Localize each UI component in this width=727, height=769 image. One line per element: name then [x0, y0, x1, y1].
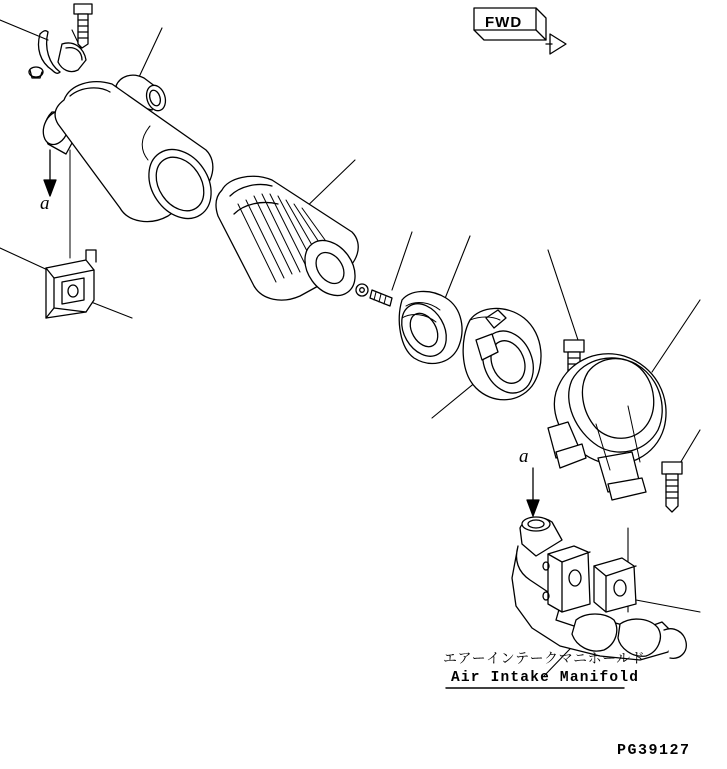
part-bracket-left: [46, 150, 96, 318]
part-air-cleaner-body: [39, 75, 224, 230]
caption-english: Air Intake Manifold: [451, 670, 640, 686]
part-intake-manifold: [512, 517, 686, 660]
part-wing-nut-screw: [356, 284, 392, 306]
part-bolt-right-lower: [662, 462, 682, 512]
part-hose-coupling: [393, 291, 462, 364]
part-bolt-upper-left: [74, 4, 92, 48]
callout-arrow-lower: [527, 468, 539, 516]
callout-a-lower: a: [519, 446, 529, 467]
caption-japanese: エアーインテークマニホールド: [443, 651, 646, 667]
part-cradle-bracket: [548, 354, 666, 500]
part-clamp-ring: [463, 308, 542, 400]
fwd-label: FWD: [485, 14, 523, 31]
drawing-number: PG39127: [617, 742, 691, 759]
part-air-cleaner-element: [216, 176, 366, 305]
callout-arrow-upper: [44, 150, 56, 196]
callout-a-upper: a: [40, 193, 50, 214]
